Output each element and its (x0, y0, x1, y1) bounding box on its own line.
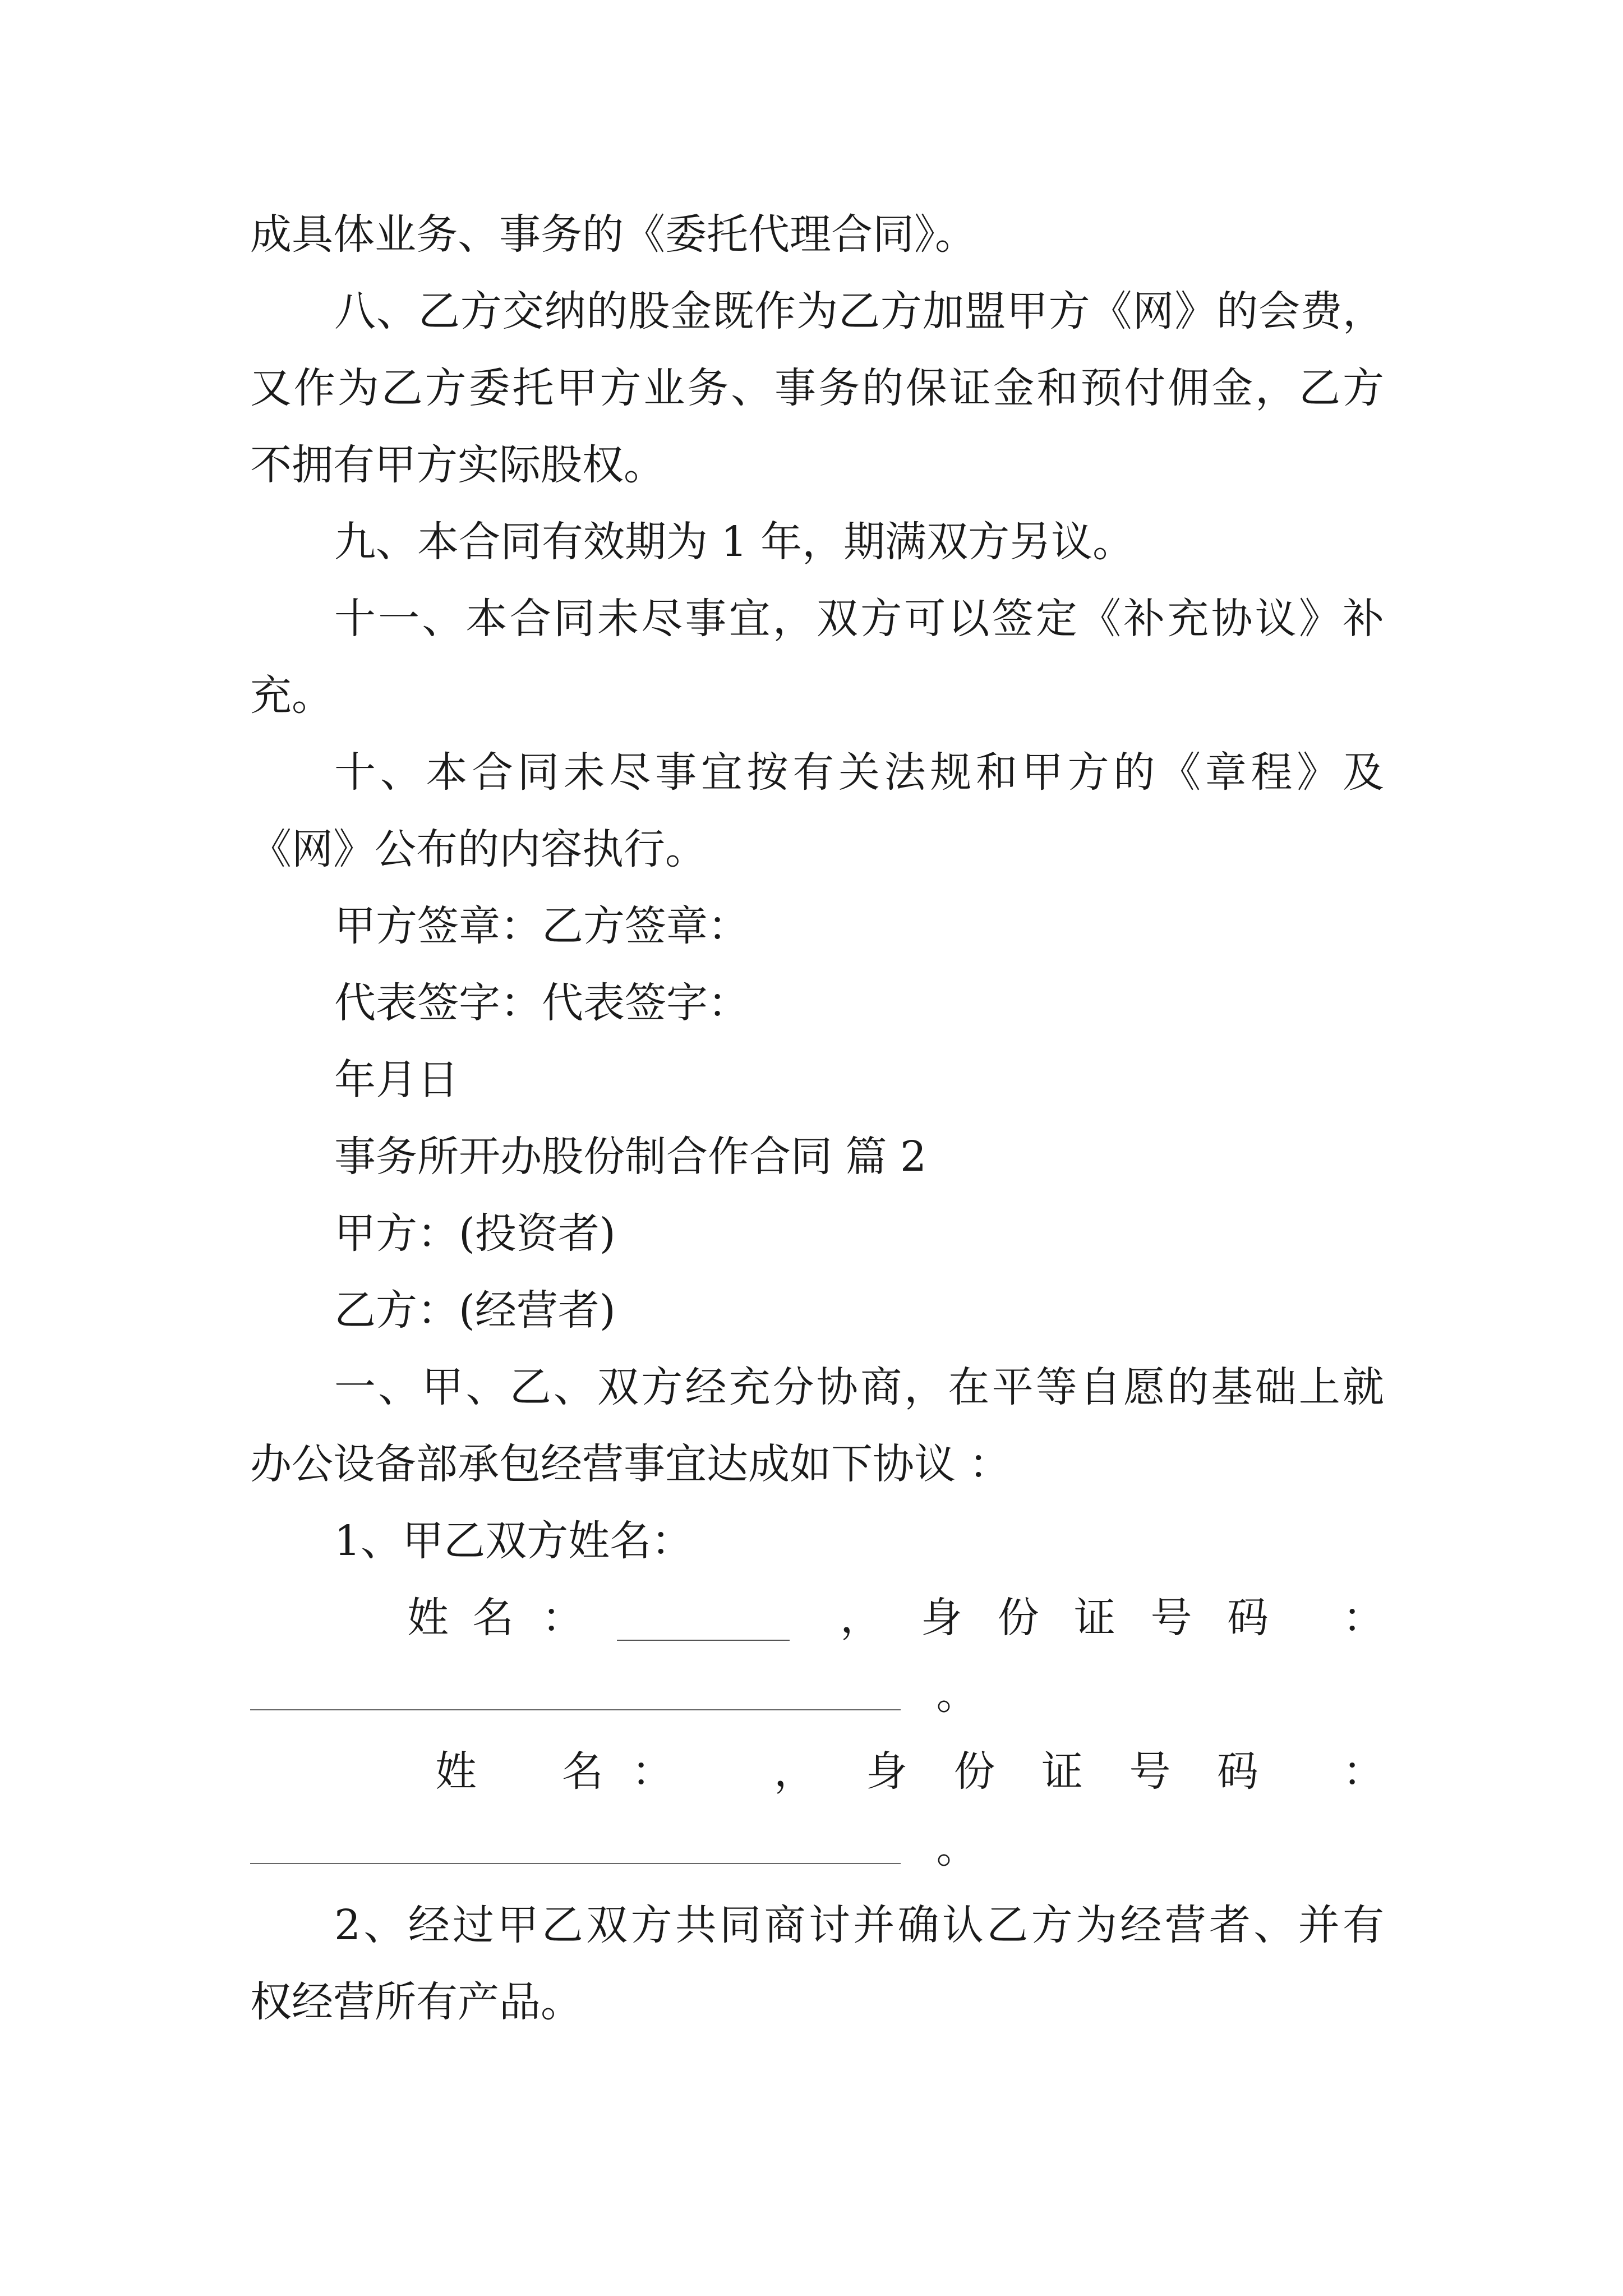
id-field-row (250, 1580, 1384, 1657)
id-blank-row (250, 1810, 1384, 1887)
text-line: 不拥有甲方实际股权。 (250, 441, 665, 489)
text-line: 十一、本合同未尽事宜，双方可以签定《补充协议》补 (334, 595, 1384, 643)
colon: ： (1343, 1747, 1384, 1796)
text-line: 成具体业务、事务的《委托代理合同》。 (250, 210, 976, 259)
comma: ， (774, 1747, 815, 1796)
date-line: 年月日 (334, 1056, 459, 1104)
comma: ， (840, 1594, 882, 1642)
text-line: 九、本合同有效期为 1 年，期满双方另议。 (334, 518, 1135, 566)
id-blank-row (250, 1657, 1384, 1733)
signature-line: 甲方签章：乙方签章： (334, 902, 749, 950)
text-line: 充。 (250, 671, 333, 720)
text-line: 八、乙方交纳的股金既作为乙方加盟甲方《网》的会费， (334, 287, 1384, 335)
text-line: 权经营所有产品。 (250, 1978, 582, 2026)
party-a-line: 甲方：(投资者) (334, 1209, 616, 1258)
section-title: 事务所开办股份制合作合同 篇 2 (334, 1133, 927, 1181)
name-label: 姓 名 (407, 1594, 514, 1642)
text-line: 办公设备部承包经营事宜达成如下协议 ： (250, 1440, 1011, 1488)
name-blank[interactable] (617, 1607, 790, 1641)
text-line: 一、甲、乙、双方经充分协商，在平等自愿的基础上就 (334, 1363, 1384, 1411)
text-line: 十、本合同未尽事宜按有关法规和甲方的《章程》及 (334, 748, 1384, 797)
end-mark: 。 (936, 1824, 978, 1872)
id-field-row (250, 1733, 1384, 1810)
signature-line: 代表签字：代表签字： (334, 979, 749, 1027)
text-line: 又作为乙方委托甲方业务、事务的保证金和预付佣金，乙方 (250, 364, 1384, 412)
id-number-blank[interactable] (250, 1827, 901, 1864)
id-number-label: 身 份 证 号 码 (921, 1594, 1269, 1642)
id-number-label: 身 份 证 号 码 (866, 1747, 1258, 1796)
colon: ： (1343, 1594, 1384, 1642)
text-line: 2、经过甲乙双方共同商讨并确认乙方为经营者、并有 (334, 1901, 1384, 1949)
id-number-blank[interactable] (250, 1673, 901, 1710)
text-line: 《网》公布的内容执行。 (250, 825, 707, 873)
colon: ： (631, 1747, 673, 1796)
text-line: 1、甲乙双方姓名： (334, 1517, 693, 1565)
colon: ： (542, 1594, 583, 1642)
end-mark: 。 (936, 1671, 978, 1719)
document-body (250, 196, 1384, 2041)
party-b-line: 乙方：(经营者) (334, 1286, 616, 1335)
name-label: 姓 名 (435, 1747, 603, 1796)
